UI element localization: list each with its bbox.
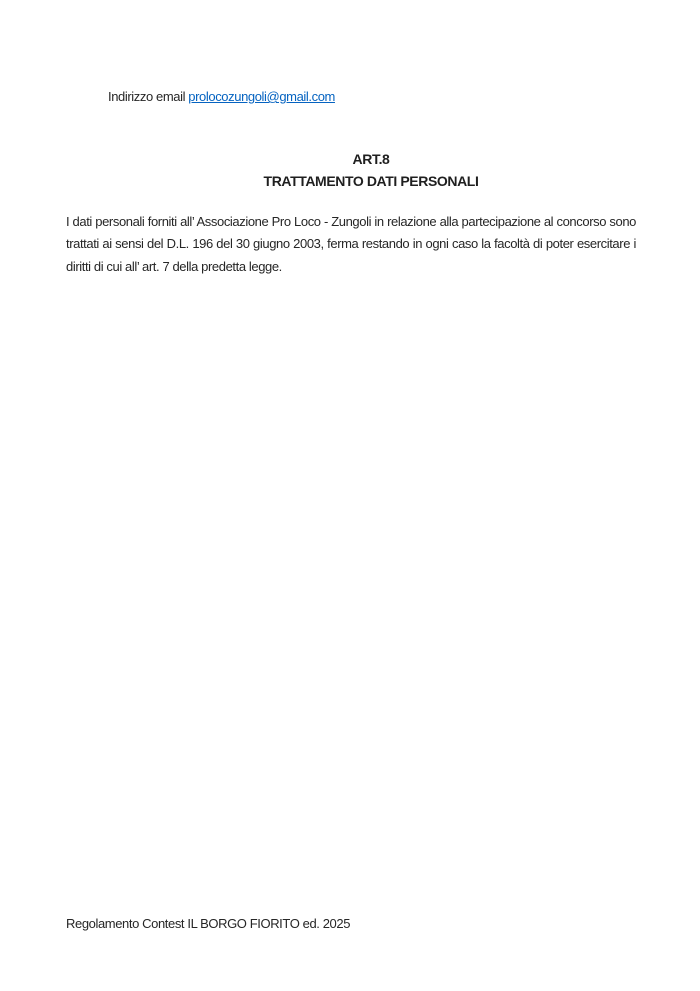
body-paragraph: I dati personali forniti all’ Associazione Pro Loco - Zungoli in relazione alla partecipazione al concorso sono trattati ai sensi del D.L. 196 del 30 giugno 2003, ferma restando in ogni caso la facoltà di poter esercitare i diritti di cui all’ art. 7 della predetta legge. — [66, 214, 636, 274]
email-link[interactable]: prolocozungoli@gmail.com — [188, 89, 335, 104]
footer-text: Regolamento Contest IL BORGO FIORITO ed. 2025 — [66, 916, 351, 931]
article-number: ART.8 — [352, 151, 390, 167]
email-line — [108, 89, 335, 104]
email-label: Indirizzo email — [108, 89, 189, 104]
article-heading — [108, 148, 634, 192]
article-title: TRATTAMENTO DATI PERSONALI — [263, 173, 479, 189]
